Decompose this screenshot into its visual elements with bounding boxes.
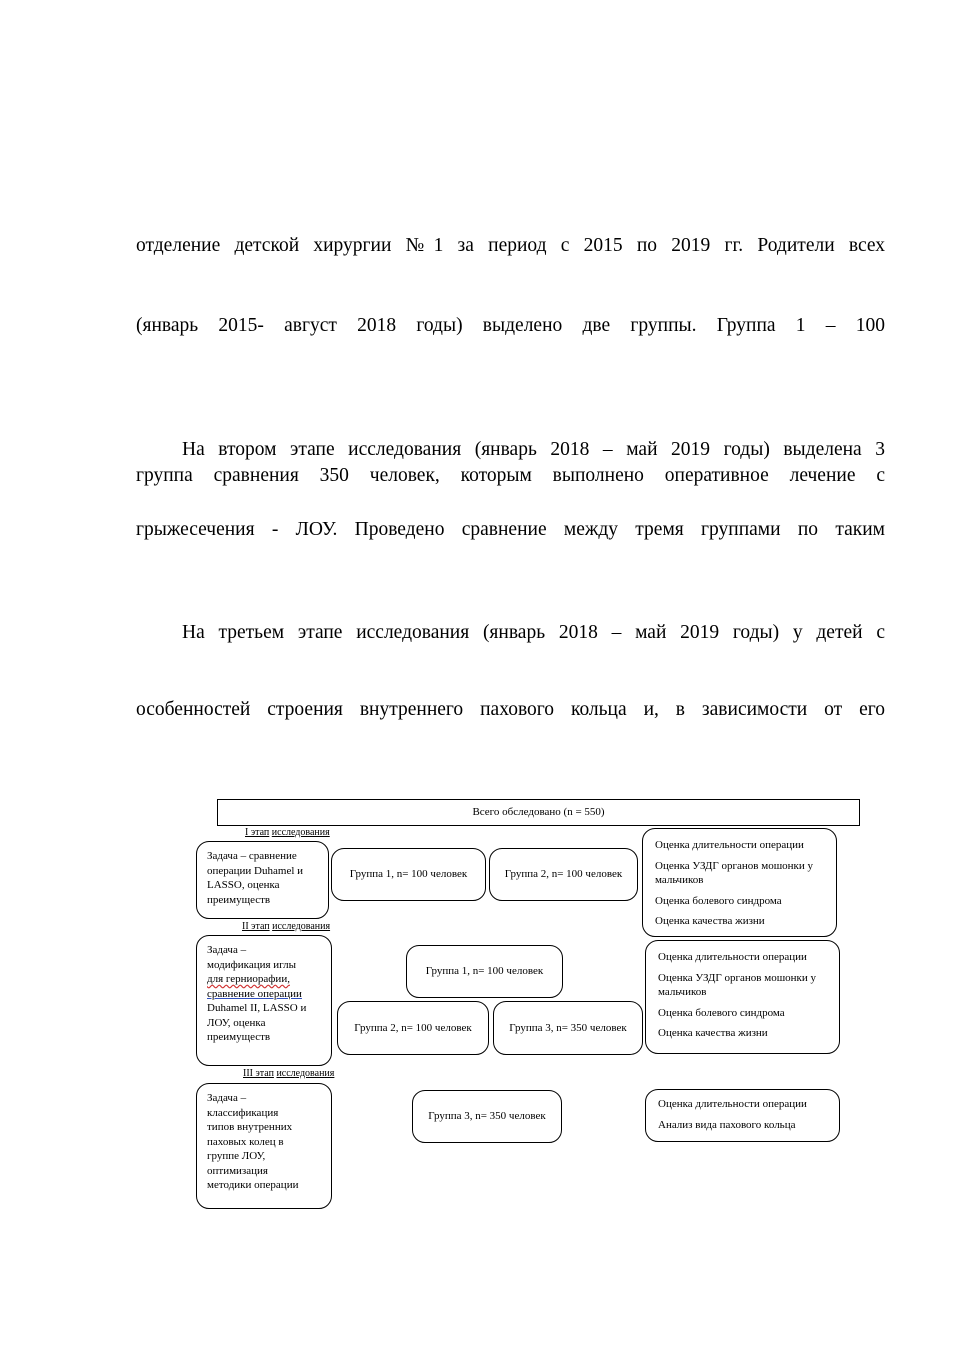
- stage-2-group-2-box: Группа 2, n= 100 человек: [337, 1001, 489, 1055]
- stage-3-group-3-box: Группа 3, n= 350 человек: [412, 1090, 562, 1143]
- stage-2-group-1-box: Группа 1, n= 100 человек: [406, 945, 563, 998]
- stage-3-label: III этап исследования: [243, 1068, 335, 1079]
- stage-1-evaluation-box: Оценка длительности операции Оценка УЗДГ органов мошонки у мальчиков Оценка болевого синдрома Оценка качества жизни: [642, 828, 837, 937]
- stage-2-task-box: Задача – модификация иглы для герниорафии, сравнение операции Duhamel II, LASSO и ЛОУ, оценка преимуществ: [196, 935, 332, 1066]
- paragraph-line: группа сравнения 350 человек, которым выполнено оперативное лечение с: [136, 465, 885, 486]
- stage-1-group-2-box: Группа 2, n= 100 человек: [489, 848, 638, 901]
- paragraph-line: отделение детской хирургии №1 за период с 2015 по 2019 гг. Родители всех: [136, 235, 885, 256]
- stage-3-evaluation-box: Оценка длительности операции Анализ вида пахового кольца: [645, 1089, 840, 1142]
- paragraph-line: грыжесечения - ЛОУ. Проведено сравнение между тремя группами по таким: [136, 519, 885, 540]
- total-box: Всего обследовано (n = 550): [217, 799, 860, 826]
- stage-1-task-box: Задача – сравнение операции Duhamel и LASSO, оценка преимуществ: [196, 841, 329, 919]
- stage-3-task-box: Задача – классификация типов внутренних паховых колец в группе ЛОУ, оптимизация методики операции: [196, 1083, 332, 1209]
- stage-2-evaluation-box: Оценка длительности операции Оценка УЗДГ органов мошонки у мальчиков Оценка болевого синдрома Оценка качества жизни: [645, 940, 840, 1054]
- paragraph-line: особенностей строения внутреннего пахового кольца и, в зависимости от его: [136, 699, 885, 720]
- stage-2-label: II этап исследования: [242, 921, 331, 932]
- stage-1-group-1-box: Группа 1, n= 100 человек: [331, 848, 486, 901]
- stage-1-label: I этап исследования: [245, 827, 330, 838]
- paragraph-line: На третьем этапе исследования (январь 2018 – май 2019 годы) у детей с: [182, 622, 885, 643]
- paragraph-line: На втором этапе исследования (январь 2018 – май 2019 годы) выделена 3: [182, 439, 885, 460]
- stage-2-group-3-box: Группа 3, n= 350 человек: [493, 1001, 643, 1055]
- paragraph-line: (январь 2015- август 2018 годы) выделено две группы. Группа 1 – 100: [136, 315, 885, 336]
